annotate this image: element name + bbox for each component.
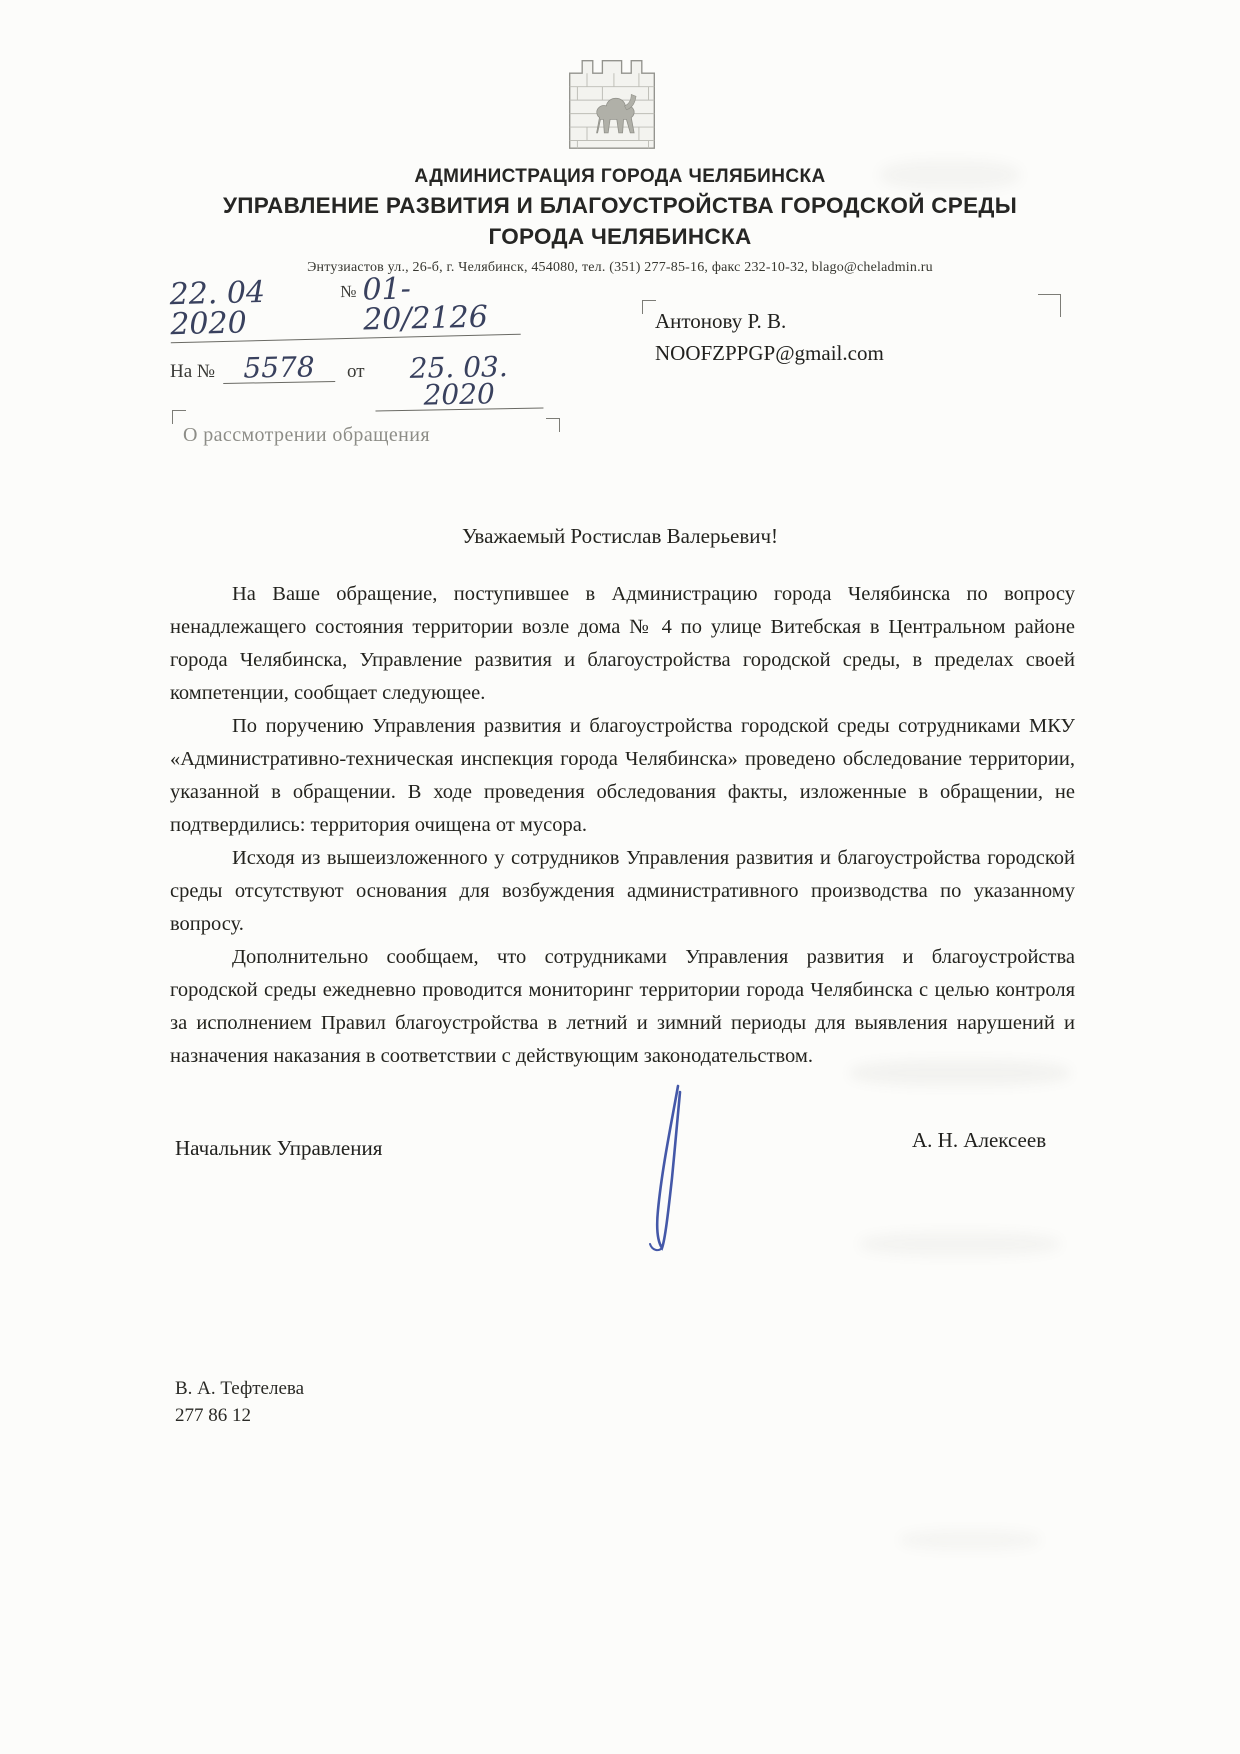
paragraph: По поручению Управления развития и благоустройства городской среды сотрудниками МКУ «Административно-техническая инспекция города Челябинска» проведено обследование территории, указанной в обращении. В ходе проведения обследования факты, изложенные в обращении, не подтвердились: территория очищена от мусора. <box>170 715 1075 836</box>
coat-of-arms-icon <box>563 54 661 154</box>
scan-artifact <box>880 160 1020 190</box>
scan-artifact <box>860 1232 1060 1256</box>
signer-position: Начальник Управления <box>175 1136 383 1160</box>
signature-stroke-icon <box>632 1082 712 1254</box>
signer-name: А. Н. Алексеев <box>912 1128 1047 1152</box>
corner-mark <box>1038 294 1061 317</box>
letter-body <box>170 578 1075 1073</box>
corner-mark <box>642 300 656 314</box>
outgoing-number-handwritten: 01-20/2126 <box>362 271 489 338</box>
reply-number-field <box>223 350 335 385</box>
salutation: Уважаемый Ростислав Валерьевич! <box>461 524 779 548</box>
executor-phone: 277 86 12 <box>175 1404 251 1426</box>
paragraph: На Ваше обращение, поступившее в Администрацию города Челябинска по вопросу ненадлежащего состояния территории возле дома № 4 по улице Витебская в Центральном районе города Челябинска, Управление развития и благоустройства городской среды, в пределах своей компетенции, сообщает следующее. <box>170 583 1075 704</box>
reply-number-handwritten: 5578 <box>243 350 315 385</box>
subject-line: О рассмотрении обращения <box>183 424 430 446</box>
recipient-name: Антонову Р. В. <box>655 309 787 333</box>
number-sign-label: № <box>340 281 357 302</box>
paragraph: Исходя из вышеизложенного у сотрудников Управления развития и благоустройства городской среды отсутствуют основания для возбуждения административного производства по указанному вопросу. <box>170 847 1075 935</box>
reply-from-label: от <box>347 361 365 382</box>
incoming-ref-line <box>170 350 710 412</box>
org-name-line3: ГОРОДА ЧЕЛЯБИНСКА <box>488 224 752 249</box>
reply-date-field <box>374 350 543 412</box>
corner-mark <box>172 410 186 424</box>
executor-block <box>175 1376 304 1429</box>
org-contact-line: Энтузиастов ул., 26-б, г. Челябинск, 454080, тел. (351) 277-85-16, факс 232-10-32, blago@cheladmin.ru <box>307 260 933 275</box>
recipient-email: NOOFZPPGP@gmail.com <box>655 340 884 365</box>
reply-date-handwritten: 25. 03. 2020 <box>409 350 508 412</box>
paragraph: Дополнительно сообщаем, что сотрудниками Управления развития и благоустройства городской среды ежедневно проводится мониторинг территории города Челябинска с целью контроля за исполнением Правил благоустройства в летний и зимний периоды для выявления нарушений и назначения наказания в соответствии с действующим законодательством. <box>170 946 1075 1067</box>
letterhead <box>0 166 1240 276</box>
executor-name: В. А. Тефтелева <box>175 1378 305 1399</box>
recipient-block <box>655 306 884 369</box>
org-name-line1: АДМИНИСТРАЦИЯ ГОРОДА ЧЕЛЯБИНСКА <box>414 166 826 187</box>
org-name-line2: УПРАВЛЕНИЕ РАЗВИТИЯ И БЛАГОУСТРОЙСТВА ГОРОДСКОЙ СРЕДЫ <box>222 193 1018 218</box>
scan-artifact <box>900 1530 1040 1550</box>
scan-artifact <box>850 1060 1070 1086</box>
reply-label: На № <box>170 361 216 382</box>
corner-mark <box>546 418 560 432</box>
outgoing-date-line <box>169 272 520 344</box>
outgoing-date-handwritten: 22. 04 2020 <box>169 274 266 343</box>
reference-block <box>169 271 710 412</box>
